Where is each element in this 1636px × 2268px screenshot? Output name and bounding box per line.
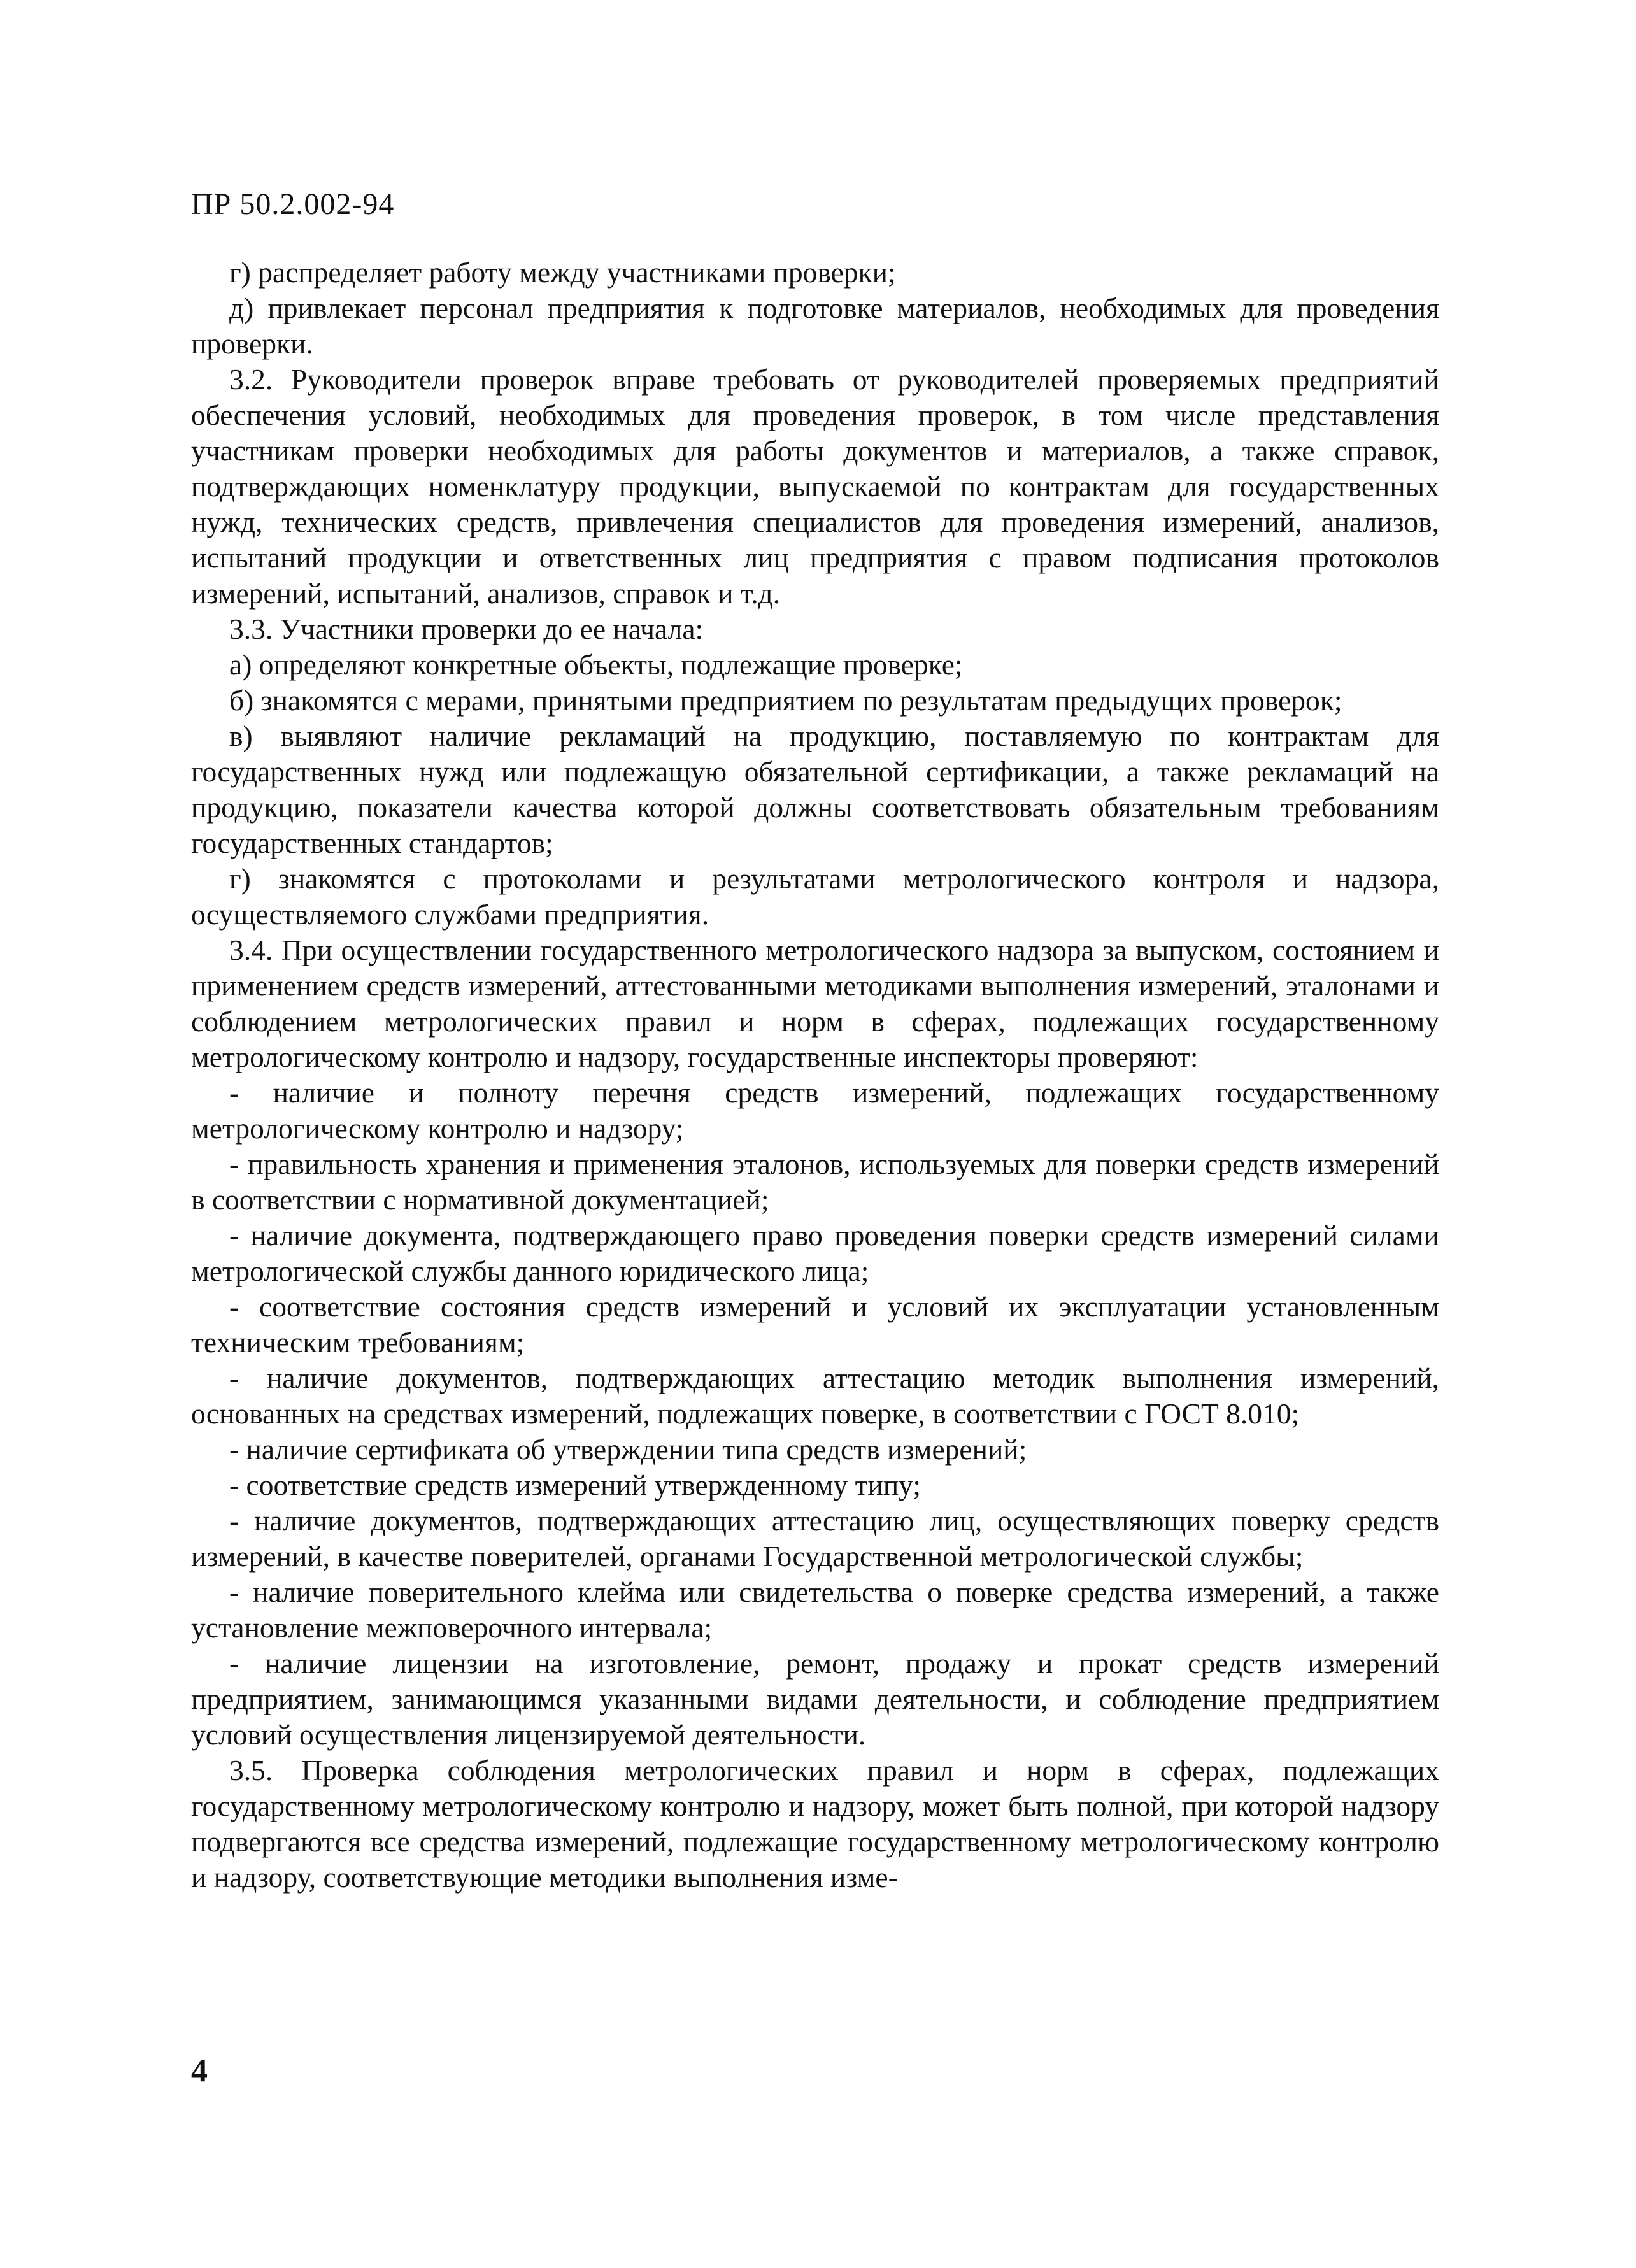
paragraph: - соответствие средств измерений утвержденному типу; (229, 1469, 921, 1501)
paragraph: 3.3. Участники проверки до ее начала: (229, 613, 704, 645)
paragraph: - наличие документа, подтверждающего право проведения поверки средств измерений силами метрологической службы данного юридического лица; (191, 1219, 1439, 1287)
paragraph: д) привлекает персонал предприятия к подготовке материалов, необходимых для проведения проверки. (191, 292, 1439, 360)
paragraph: - правильность хранения и применения эталонов, используемых для поверки средств измерений в соответствии с нормативной документацией; (191, 1148, 1439, 1216)
paragraph: - наличие сертификата об утверждении типа средств измерений; (229, 1433, 1027, 1466)
document-code: ПР 50.2.002-94 (191, 187, 395, 221)
paragraph: - наличие и полноту перечня средств измерений, подлежащих государственному метрологическому контролю и надзору; (191, 1076, 1439, 1145)
paragraph: - наличие лицензии на изготовление, ремонт, продажу и прокат средств измерений предприятием, занимающимся указанными видами деятельности, и соблюдение предприятием условий осуществления лицензируемой деятельности. (191, 1647, 1439, 1751)
paragraph: - соответствие состояния средств измерений и условий их эксплуатации установленным техническим требованиям; (191, 1290, 1439, 1359)
document-body (191, 255, 1439, 1895)
paragraph: - наличие поверительного клейма или свидетельства о поверке средства измерений, а также установление межповерочного интервала; (191, 1576, 1439, 1644)
paragraph: 3.4. При осуществлении государственного метрологического надзора за выпуском, состоянием и применением средств измерений, аттестованными методиками выполнения измерений, эталонами и соблюдением метрологических правил и норм в сферах, подлежащих государственному метрологическому контролю и надзору, государственные инспекторы проверяют: (191, 934, 1439, 1073)
page-number: 4 (191, 2053, 208, 2089)
paragraph: г) знакомятся с протоколами и результатами метрологического контроля и надзора, осуществляемого службами предприятия. (191, 862, 1439, 931)
paragraph: 3.5. Проверка соблюдения метрологических правил и норм в сферах, подлежащих государственному метрологическому контролю и надзору, может быть полной, при которой надзору подвергаются все средства измерений, подлежащие государственному метрологическому контролю и надзору, соответствующие методики выполнения изме- (191, 1754, 1439, 1894)
paragraph: б) знакомятся с мерами, принятыми предприятием по результатам предыдущих проверок; (229, 684, 1342, 717)
paragraph: 3.2. Руководители проверок вправе требовать от руководителей проверяемых предприятий обеспечения условий, необходимых для проведения проверок, в том числе представления участникам проверки необходимых для работы документов и материалов, а также справок, подтверждающих номенклатуру продукции, выпускаемой по контрактам для государственных нужд, технических средств, привлечения специалистов для проведения измерений, анализов, испытаний продукции и ответственных лиц предприятия с правом подписания протоколов измерений, испытаний, анализов, справок и т.д. (191, 363, 1439, 610)
paragraph: - наличие документов, подтверждающих аттестацию методик выполнения измерений, основанных на средствах измерений, подлежащих поверке, в соответствии с ГОСТ 8.010; (191, 1362, 1439, 1430)
paragraph: в) выявляют наличие рекламаций на продукцию, поставляемую по контрактам для государственных нужд или подлежащую обязательной сертификации, а также рекламаций на продукцию, показатели качества которой должны соответствовать обязательным требованиям государственных стандартов; (191, 720, 1439, 859)
paragraph: а) определяют конкретные объекты, подлежащие проверке; (229, 648, 963, 681)
paragraph: г) распределяет работу между участниками проверки; (229, 256, 896, 289)
paragraph: - наличие документов, подтверждающих аттестацию лиц, осуществляющих поверку средств измерений, в качестве поверителей, органами Государственной метрологической службы; (191, 1504, 1439, 1573)
